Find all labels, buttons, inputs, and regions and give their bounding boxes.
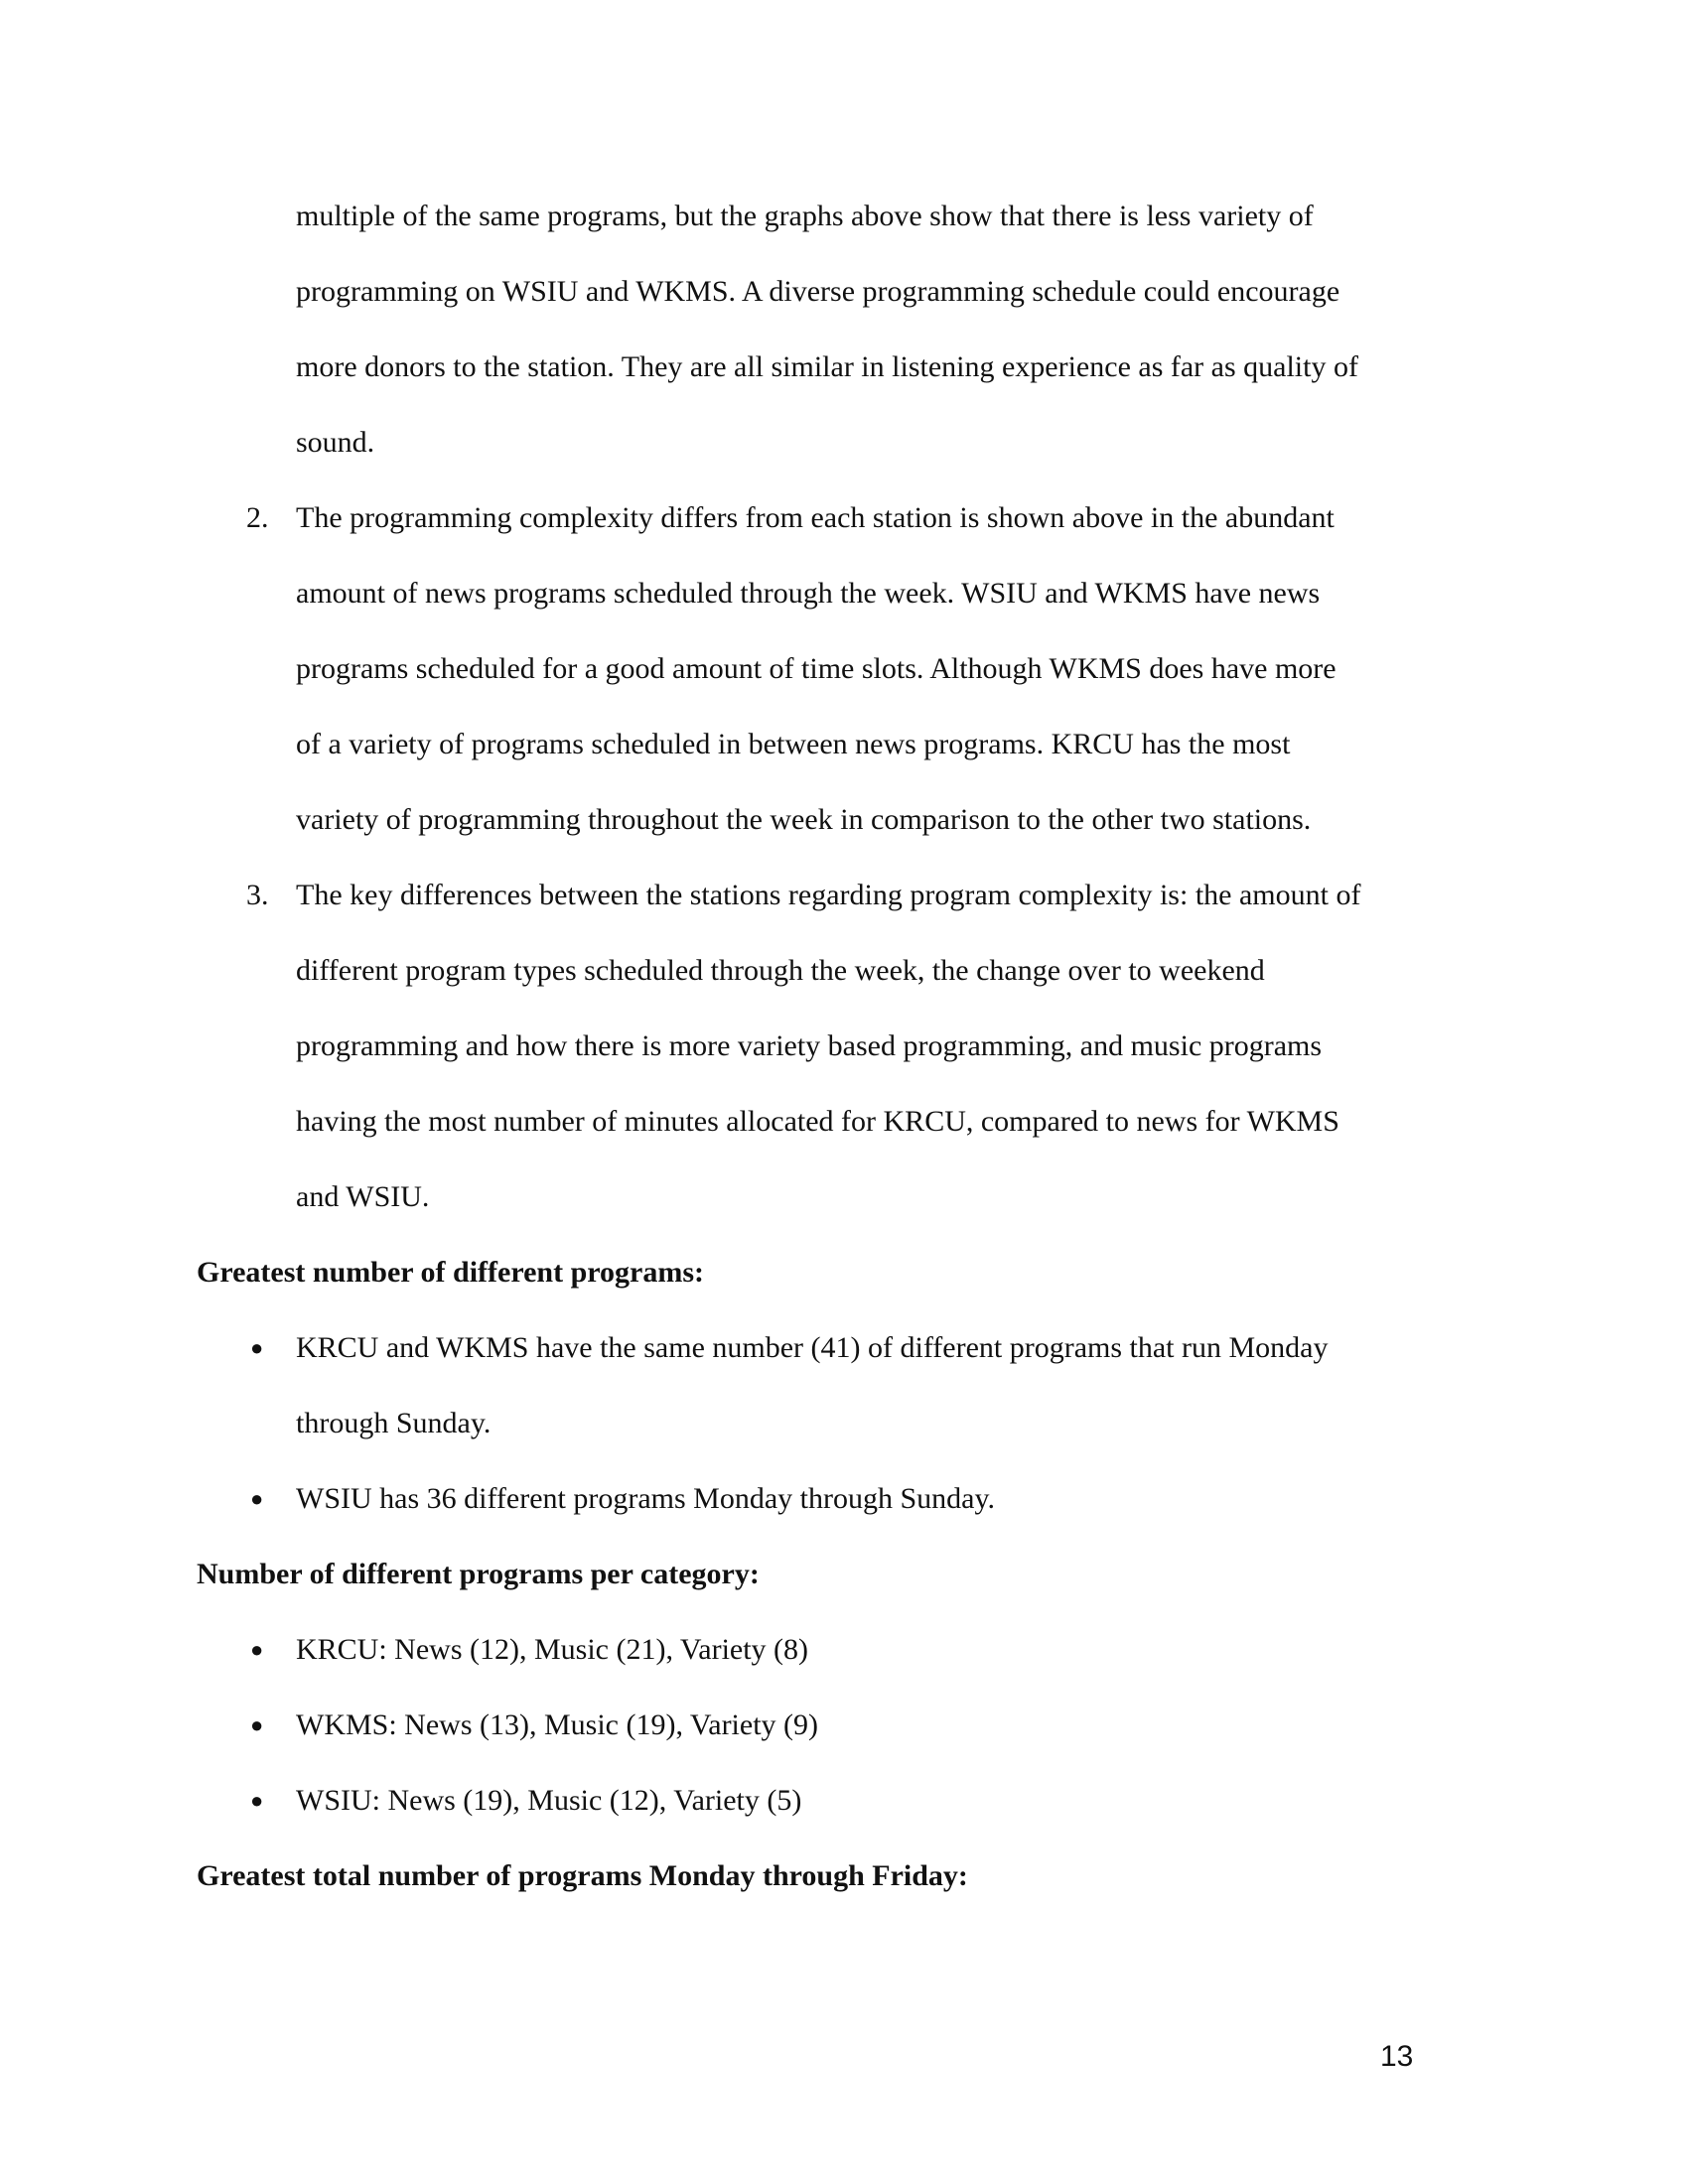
list-item-line: amount of news programs scheduled through the week. WSIU and WKMS have news	[296, 577, 1321, 610]
bullet-icon: ●	[250, 1788, 264, 1813]
list-item-line: different program types scheduled through the week, the change over to weekend	[296, 954, 1265, 987]
section-heading: Greatest number of different programs:	[197, 1256, 705, 1289]
bullet-item-line: through Sunday.	[296, 1407, 492, 1439]
list-item-line: and WSIU.	[296, 1180, 430, 1213]
list-item-line: programs scheduled for a good amount of time slots. Although WKMS does have more	[296, 652, 1336, 685]
continuation-line: more donors to the station. They are all similar in listening experience as far as quality of	[296, 350, 1358, 383]
list-item-line: of a variety of programs scheduled in between news programs. KRCU has the most	[296, 728, 1291, 760]
page-number: 13	[1380, 2040, 1414, 2073]
bullet-item-line: KRCU: News (12), Music (21), Variety (8)	[296, 1633, 809, 1666]
bullet-icon: ●	[250, 1486, 264, 1511]
section-heading: Number of different programs per category:	[197, 1558, 760, 1590]
list-marker: 3.	[246, 879, 269, 911]
bullet-item-line: WKMS: News (13), Music (19), Variety (9)	[296, 1708, 819, 1741]
continuation-line: sound.	[296, 426, 375, 459]
bullet-item-line: KRCU and WKMS have the same number (41) of different programs that run Monday	[296, 1331, 1329, 1364]
list-item-line: programming and how there is more variety based programming, and music programs	[296, 1029, 1323, 1062]
list-item-line: variety of programming throughout the week in comparison to the other two stations.	[296, 803, 1312, 836]
continuation-line: programming on WSIU and WKMS. A diverse programming schedule could encourage	[296, 275, 1340, 308]
list-item-line: The programming complexity differs from each station is shown above in the abundant	[296, 501, 1335, 534]
list-marker: 2.	[246, 501, 269, 534]
bullet-icon: ●	[250, 1712, 264, 1737]
list-item-line: having the most number of minutes allocated for KRCU, compared to news for WKMS	[296, 1105, 1339, 1138]
continuation-line: multiple of the same programs, but the graphs above show that there is less variety of	[296, 200, 1314, 232]
bullet-item-line: WSIU has 36 different programs Monday through Sunday.	[296, 1482, 996, 1515]
section-heading: Greatest total number of programs Monday through Friday:	[197, 1859, 968, 1892]
bullet-icon: ●	[250, 1335, 264, 1360]
list-item-line: The key differences between the stations regarding program complexity is: the amount of	[296, 879, 1361, 911]
bullet-item-line: WSIU: News (19), Music (12), Variety (5)	[296, 1784, 802, 1817]
bullet-icon: ●	[250, 1637, 264, 1662]
